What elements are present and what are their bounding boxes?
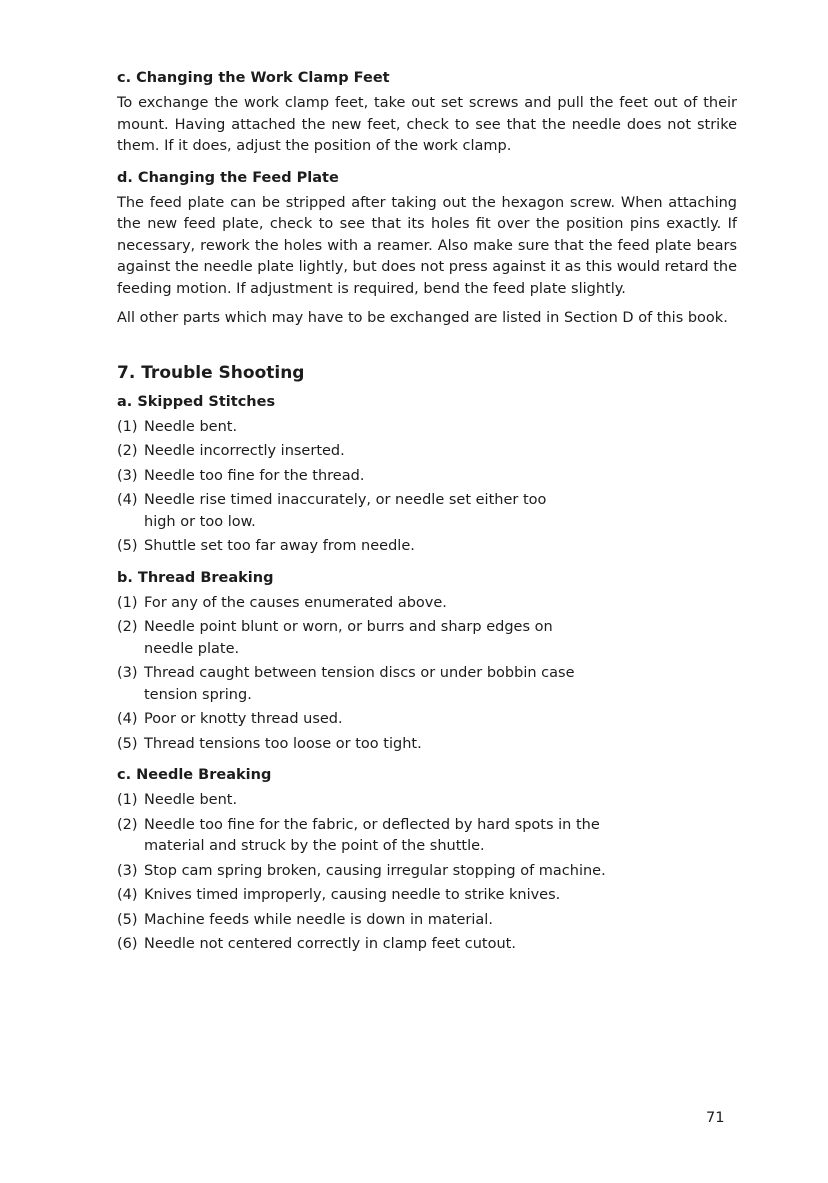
list-skipped-stitches — [117, 417, 737, 558]
list-item: (5) Shuttle set too far away from needle. — [117, 538, 415, 554]
list-item: (4) Poor or knotty thread used. — [117, 711, 343, 727]
page-number: 71 — [706, 1110, 725, 1126]
paragraph-work-clamp-feet: To exchange the work clamp feet, take out set screws and pull the feet out of their mount. Having attached the new feet, check to see that the needle does not strike them. If it does, adjust the position of the work clamp. — [117, 95, 737, 154]
heading-thread-breaking: b. Thread Breaking — [117, 569, 274, 586]
list-item: (2) Needle too fine for the fabric, or deflected by hard spots in the material and struck by the point of the shuttle. — [117, 816, 600, 854]
list-item: (5) Thread tensions too loose or too tight. — [117, 735, 422, 752]
list-item: (4) Knives timed improperly, causing needle to strike knives. — [117, 887, 561, 903]
list-item: (6) Needle not centered correctly in clamp feet cutout. — [117, 936, 516, 952]
list-item: (1) Needle bent. — [117, 418, 238, 435]
list-needle-breaking — [117, 790, 737, 956]
manual-page — [117, 66, 737, 962]
list-item: (3) Thread caught between tension discs or under bobbin case tension spring. — [117, 665, 575, 703]
paragraph-feed-plate: The feed plate can be stripped after taking out the hexagon screw. When attaching the new feed plate, check to see that its holes fit over the position pins exactly. If necessary, rework the holes with a reamer. Also make sure that the feed plate bears against the needle plate lightly, but does not press against it as this would retard the feeding motion. If adjustment is required, bend the feed plate slightly. — [117, 194, 737, 297]
list-item: (2) Needle point blunt or worn, or burrs and sharp edges on needle plate. — [117, 619, 553, 657]
heading-changing-work-clamp-feet: c. Changing the Work Clamp Feet — [117, 70, 390, 86]
list-item: (3) Needle too fine for the thread. — [117, 467, 365, 484]
heading-changing-feed-plate: d. Changing the Feed Plate — [117, 169, 339, 186]
list-item: (4) Needle rise timed inaccurately, or needle set either too high or too low. — [117, 492, 547, 530]
heading-trouble-shooting: 7. Trouble Shooting — [117, 362, 305, 383]
list-item: (2) Needle incorrectly inserted. — [117, 443, 345, 459]
list-thread-breaking — [117, 593, 737, 756]
paragraph-other-parts: All other parts which may have to be exchanged are listed in Section D of this book. — [117, 310, 728, 326]
list-item: (1) For any of the causes enumerated above. — [117, 594, 447, 611]
list-item: (5) Machine feeds while needle is down in material. — [117, 911, 493, 928]
list-item: (1) Needle bent. — [117, 792, 238, 808]
heading-needle-breaking: c. Needle Breaking — [117, 767, 272, 783]
list-item: (3) Stop cam spring broken, causing irregular stopping of machine. — [117, 862, 606, 879]
heading-skipped-stitches: a. Skipped Stitches — [117, 393, 276, 410]
